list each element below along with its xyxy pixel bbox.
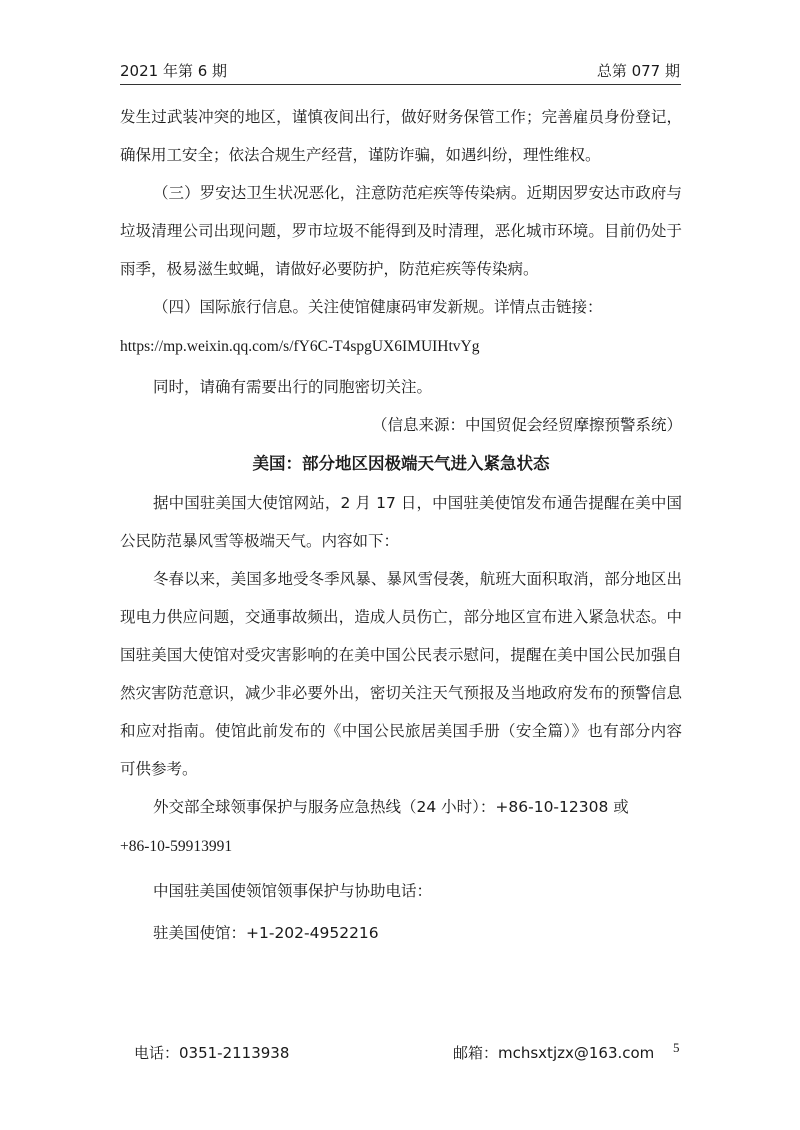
embassy-phone: 驻美国使馆：+1-202-4952216 (153, 924, 379, 942)
hotline-line: 外交部全球领事保护与服务应急热线（24 小时）：+86-10-12308 或 (153, 798, 629, 816)
footer-email: 邮箱：mchsxtjzx@163.com (453, 1044, 655, 1062)
info-source: （信息来源：中国贸促会经贸摩擦预警系统） (371, 416, 682, 434)
section-title-usa: 美国：部分地区因极端天气进入紧急状态 (252, 454, 550, 473)
wechat-link[interactable]: https://mp.weixin.qq.com/s/fY6C-T4spgUX6IMUIHtvYg (120, 338, 480, 355)
header-divider (120, 84, 681, 85)
hotline-number: +86-10-59913991 (120, 838, 233, 855)
footer-phone: 电话：0351-2113938 (134, 1044, 290, 1062)
consular-label: 中国驻美国使领馆领事保护与协助电话： (153, 882, 433, 900)
paragraph-intro: 据中国驻美国大使馆网站，2 月 17 日，中国驻美使馆发布通告提醒在美中国公民防范暴风雪等极端天气。内容如下： (120, 494, 682, 550)
issue-date: 2021 年第 6 期 (120, 62, 228, 80)
paragraph-sanitation: （三）罗安达卫生状况恶化，注意防范疟疾等传染病。近期因罗安达市政府与垃圾清理公司出现问题，罗市垃圾不能得到及时清理，恶化城市环境。目前仍处于雨季，极易滋生蚊蝇，请做好必要防护，防范疟疾等传染病。 (120, 184, 682, 278)
paragraph-weather: 冬春以来，美国多地受冬季风暴、暴风雪侵袭，航班大面积取消，部分地区出现电力供应问题，交通事故频出，造成人员伤亡，部分地区宣布进入紧急状态。中国驻美国大使馆对受灾害影响的在美中国公民表示慰问，提醒在美中国公民加强自然灾害防范意识，减少非必要外出，密切关注天气预报及当地政府发布的预警信息和应对指南。使馆此前发布的《中国公民旅居美国手册（安全篇）》也有部分内容可供参考。 (120, 570, 682, 778)
document-body (120, 98, 682, 952)
issue-total: 总第 077 期 (596, 62, 680, 80)
page-header (120, 60, 680, 81)
page-number: 5 (673, 1040, 680, 1055)
page-footer (0, 1042, 800, 1066)
paragraph-travel-info: （四）国际旅行信息。关注使馆健康码审发新规。详情点击链接： (153, 298, 603, 316)
paragraph-attention: 同时，请确有需要出行的同胞密切关注。 (153, 378, 433, 396)
paragraph-continued: 发生过武装冲突的地区，谨慎夜间出行，做好财务保管工作；完善雇员身份登记，确保用工安全；依法合规生产经营，谨防诈骗，如遇纠纷，理性维权。 (120, 108, 682, 164)
